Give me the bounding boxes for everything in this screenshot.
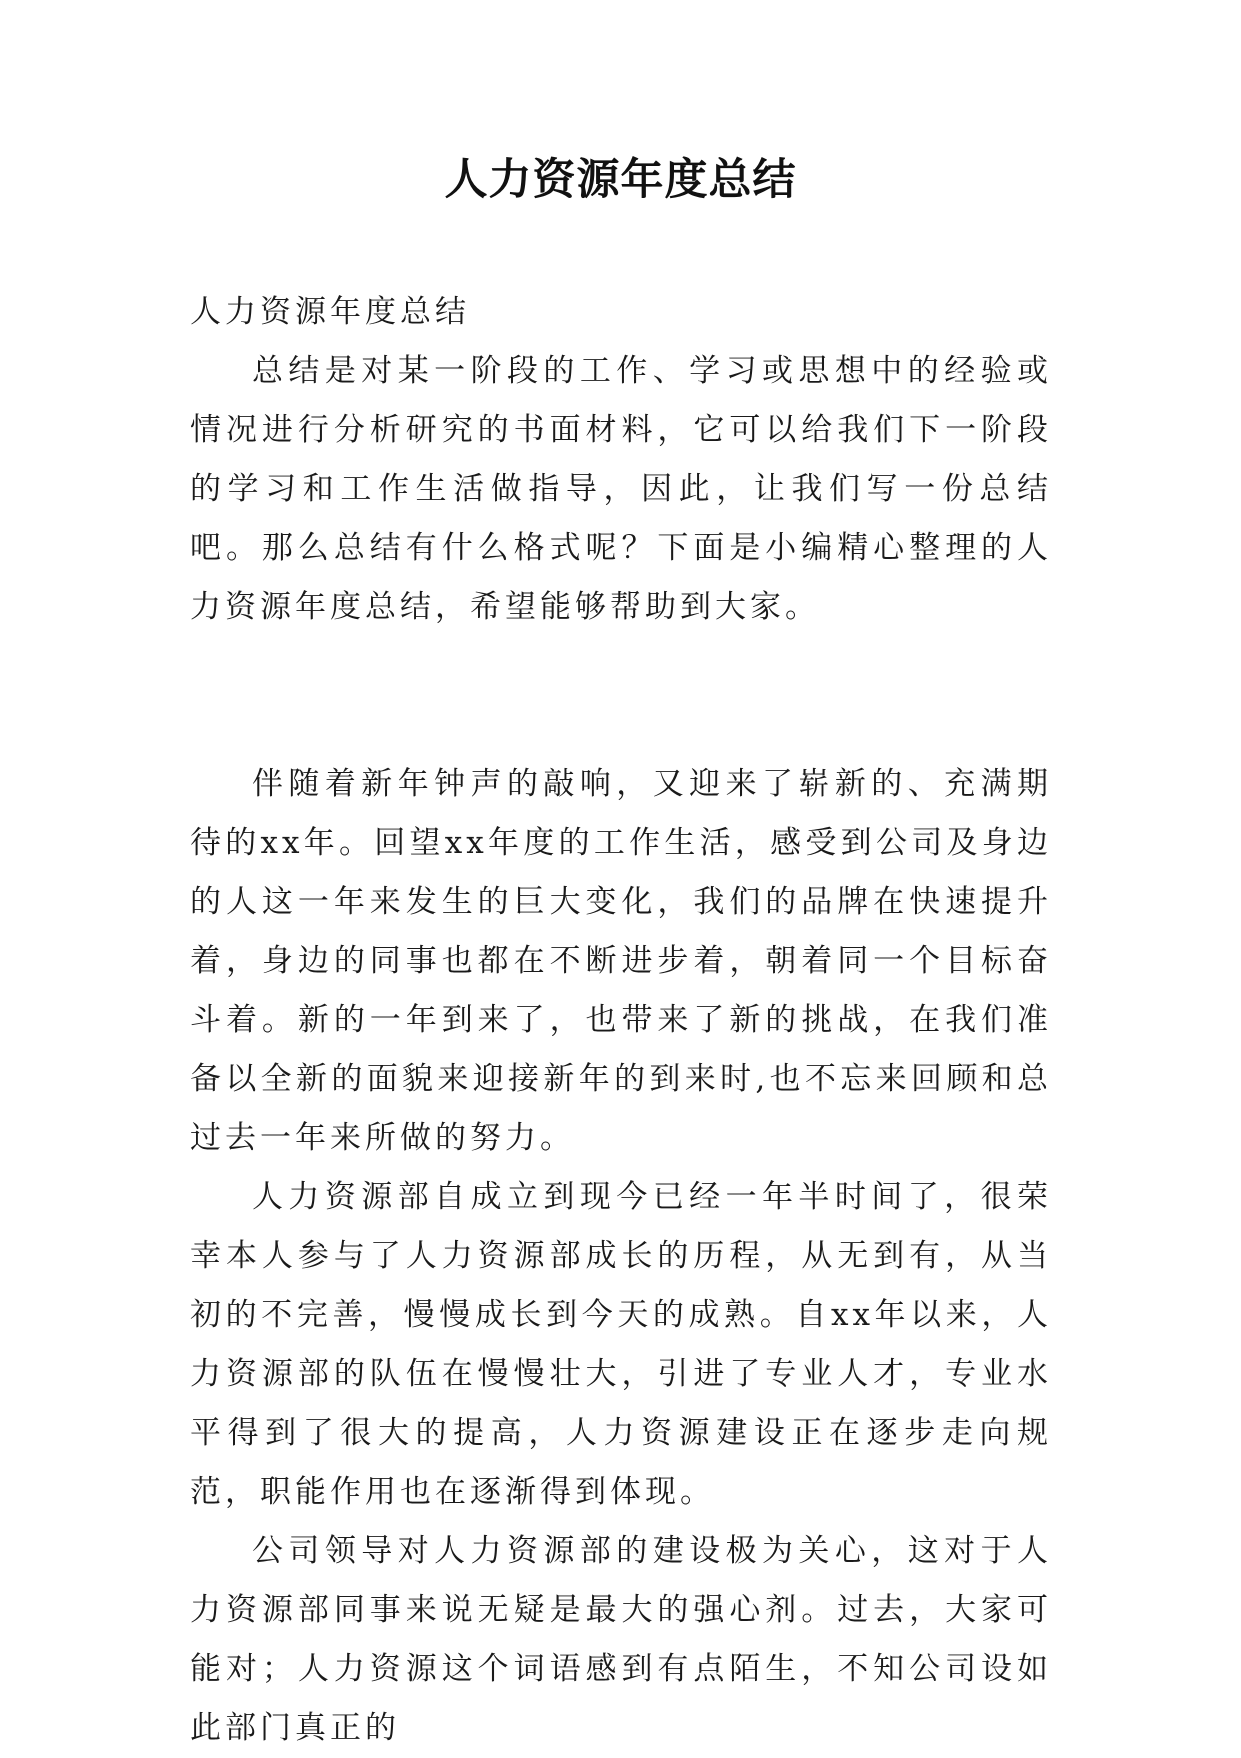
document-body xyxy=(190,283,1052,1758)
paragraph-gap xyxy=(190,637,1052,755)
paragraph-intro: 总结是对某一阶段的工作、学习或思想中的经验或情况进行分析研究的书面材料，它可以给我们下一阶段的学习和工作生活做指导，因此，让我们写一份总结吧。那么总结有什么格式呢？下面是小编精心整理的人力资源年度总结，希望能够帮助到大家。 xyxy=(190,353,1052,625)
paragraph-leadership: 公司领导对人力资源部的建设极为关心，这对于人力资源部同事来说无疑是最大的强心剂。过去，大家可能对；人力资源这个词语感到有点陌生，不知公司设如此部门真正的 xyxy=(190,1533,1052,1746)
paragraph-hr-growth: 人力资源部自成立到现今已经一年半时间了，很荣幸本人参与了人力资源部成长的历程，从无到有，从当初的不完善，慢慢成长到今天的成熟。自xx年以来，人力资源部的队伍在慢慢壮大，引进了专业人才，专业水平得到了很大的提高，人力资源建设正在逐步走向规范，职能作用也在逐渐得到体现。 xyxy=(190,1179,1052,1510)
document-subtitle: 人力资源年度总结 xyxy=(190,294,470,330)
paragraph-new-year: 伴随着新年钟声的敲响，又迎来了崭新的、充满期待的xx年。回望xx年度的工作生活，感受到公司及身边的人这一年来发生的巨大变化，我们的品牌在快速提升着，身边的同事也都在不断进步着，朝着同一个目标奋斗着。新的一年到来了，也带来了新的挑战，在我们准备以全新的面貌来迎接新年的到来时,也不忘来回顾和总过去一年来所做的努力。 xyxy=(190,766,1052,1156)
document-title: 人力资源年度总结 xyxy=(444,155,797,205)
